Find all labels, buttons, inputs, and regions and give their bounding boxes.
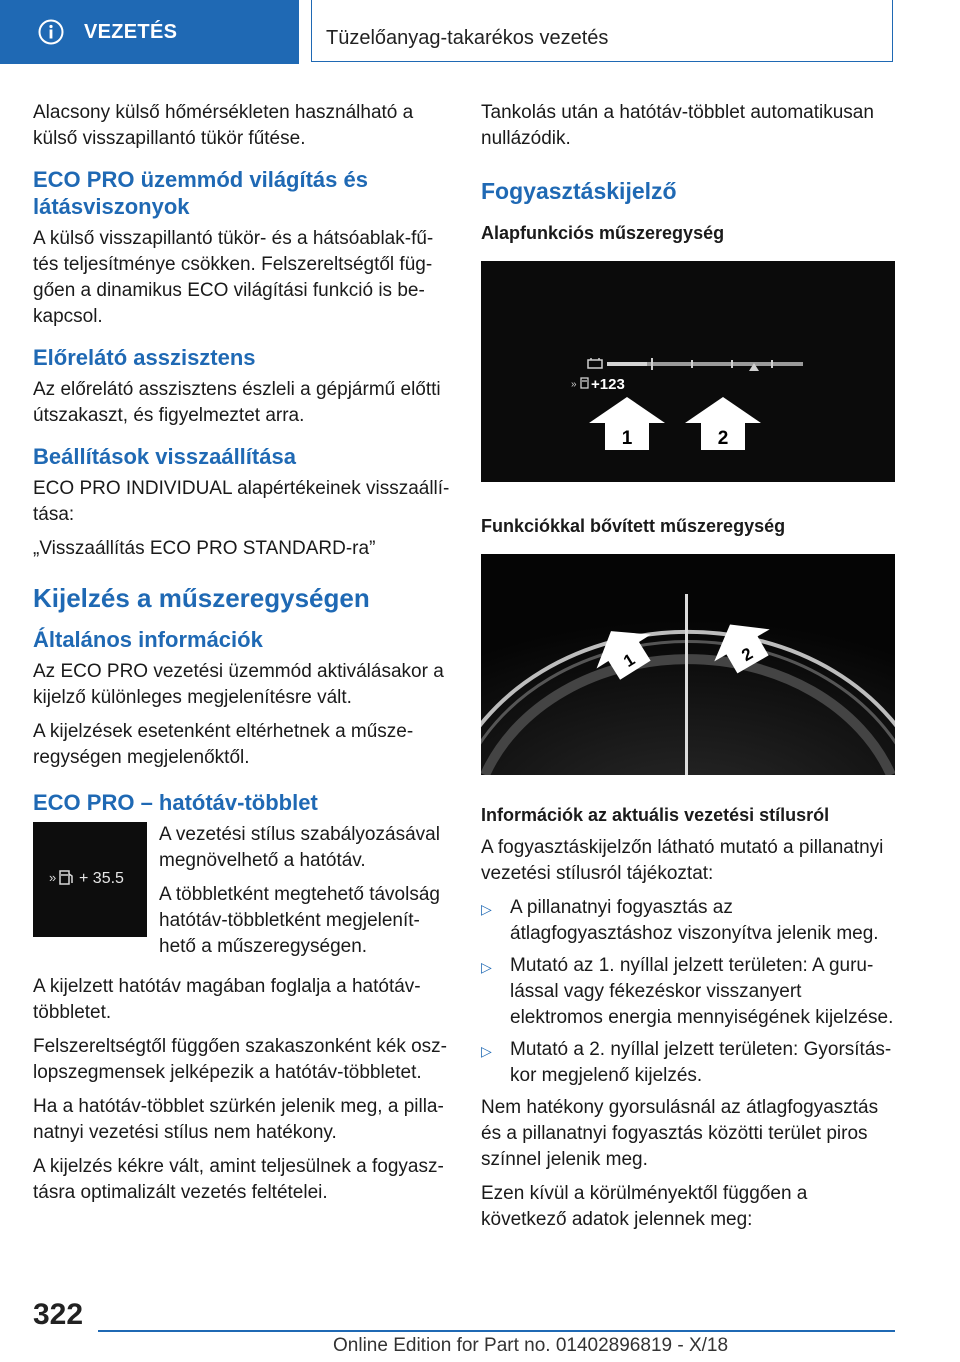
intro-text: Alacsony külső hőmérsékleten használható a külső visszapillantó tükör fűtése. [33,102,414,149]
svg-text:1: 1 [620,649,639,671]
footer-edition: Online Edition for Part no. 01402896819 - X/18 [333,1335,729,1356]
basic-cluster-graphic [481,261,895,482]
inefficient-text: Nem hatékony gyorsulásnál az átlagfogyasztás és a pillanatnyi fogyasztás közötti terület piros színnel jelenik meg. [481,1097,879,1170]
heading-general-info: Általános információk [33,627,263,652]
section-label: VEZETÉS [84,21,178,43]
refuel-text: Tankolás után a hatótáv-többlet automatikusan nullázódik. [481,102,874,149]
page-number: 322 [33,1298,84,1331]
header-section-tab [0,0,299,64]
reset-text-1: ECO PRO INDIVIDUAL alapértékeinek visszaállí-tása: [33,478,450,525]
range-chevron: » [49,870,57,885]
general-text-2: A kijelzések esetenként eltérhetnek a műsze-regységen megjelenőktől. [33,721,414,768]
heading-range-extra: ECO PRO – hatótáv-többlet [33,790,318,815]
info-text: A fogyasztáskijelzőn látható mutató a pillanatnyi vezetési stílusról tájékoztat: [481,837,884,884]
range-text-2: A többletként megtehető távolság hatótáv-többletként megjelenít-hető a műszeregységen. [159,884,440,957]
heading-extended-cluster: Funkciókkal bővített műszeregység [481,516,786,536]
range-display-graphic [33,822,147,937]
svg-text:1: 1 [621,428,633,449]
heading-display: Kijelzés a műszeregységen [33,583,370,613]
heading-eco-lighting: ECO PRO üzemmód világítás és látásviszonyok [33,167,368,219]
fig1-value: +123 [591,376,625,393]
bullet-triangle-icon: ▷ [481,1043,492,1059]
extended-cluster-graphic [481,554,895,775]
footer-divider [98,1330,895,1332]
bullet-triangle-icon: ▷ [481,901,492,917]
range-text-1: A vezetési stílus szabályozásával megnövelhető a hatótáv. [159,824,440,871]
page-title: Tüzelőanyag-takarékos vezetés [326,27,609,49]
range-text-4: Felszereltségtől függően szakaszonként kék osz-lopszegmensek jelképezik a hatótáv-többletet. [33,1036,447,1083]
range-text-6: A kijelzés kékre vált, amint teljesülnek a fogyasz-tásra optimalizált vezetés feltételei. [33,1156,444,1203]
heading-basic-cluster: Alapfunkciós műszeregység [481,223,725,243]
list-item: ▷ Mutató az 1. nyíllal jelzett területen: A guru-lással vagy fékezéskor visszanyert elektromos energia mennyiségének kijelzése. [481,955,894,1028]
heading-reset-settings: Beállítások visszaállítása [33,444,296,469]
heading-consumption-display: Fogyasztáskijelző [481,178,677,204]
heading-predictive-assistant: Előrelátó asszisztens [33,345,256,370]
reset-text-2: „Visszaállítás ECO PRO STANDARD-ra” [33,538,376,559]
bullet-triangle-icon: ▷ [481,959,492,975]
predictive-assistant-text: Az előrelátó asszisztens észleli a gépjármű előtti útszakaszt, és figyelmeztet arra. [33,379,441,426]
svg-text:2: 2 [738,643,757,666]
dial-needle [685,594,688,775]
range-side-text [159,822,451,968]
extended-cluster-figure [481,554,895,775]
left-column [33,100,451,1214]
consumption-bar-fill [607,362,647,366]
more-data-text: Ezen kívül a körülményektől függően a következő adatok jelennek meg: [481,1183,808,1230]
info-bullet-list [481,895,896,1089]
list-item: ▷ Mutató a 2. nyíllal jelzett területen: Gyorsítás-kor megjelenő kijelzés. [481,1039,892,1086]
range-value: + 35.5 [79,870,124,887]
heading-driving-style-info: Információk az aktuális vezetési stílusról [481,805,830,825]
general-text-1: Az ECO PRO vezetési üzemmód aktiválásakor a kijelző különleges megjelenítésre vált. [33,661,444,708]
svg-text:2: 2 [717,428,729,449]
fig1-chevron: » [571,379,577,390]
range-display-figure [33,822,147,937]
range-text-5: Ha a hatótáv-többlet szürkén jelenik meg, a pilla-natnyi vezetési stílus nem hatékony. [33,1096,444,1143]
list-item: ▷ A pillanatnyi fogyasztás az átlagfogyasztáshoz viszonyítva jelenik meg. [481,897,879,944]
right-column [481,100,896,1241]
info-icon [38,19,64,45]
eco-lighting-text: A külső visszapillantó tükör- és a hátsóablak-fű-tés teljesítménye csökken. Felszereltségtől füg-gően a dinamikus ECO világítási funkció is be-kapcsol. [33,228,434,327]
range-figure-row [33,822,451,968]
basic-cluster-figure [481,261,895,482]
range-text-3: A kijelzett hatótáv magában foglalja a hatótáv-többletet. [33,976,421,1023]
